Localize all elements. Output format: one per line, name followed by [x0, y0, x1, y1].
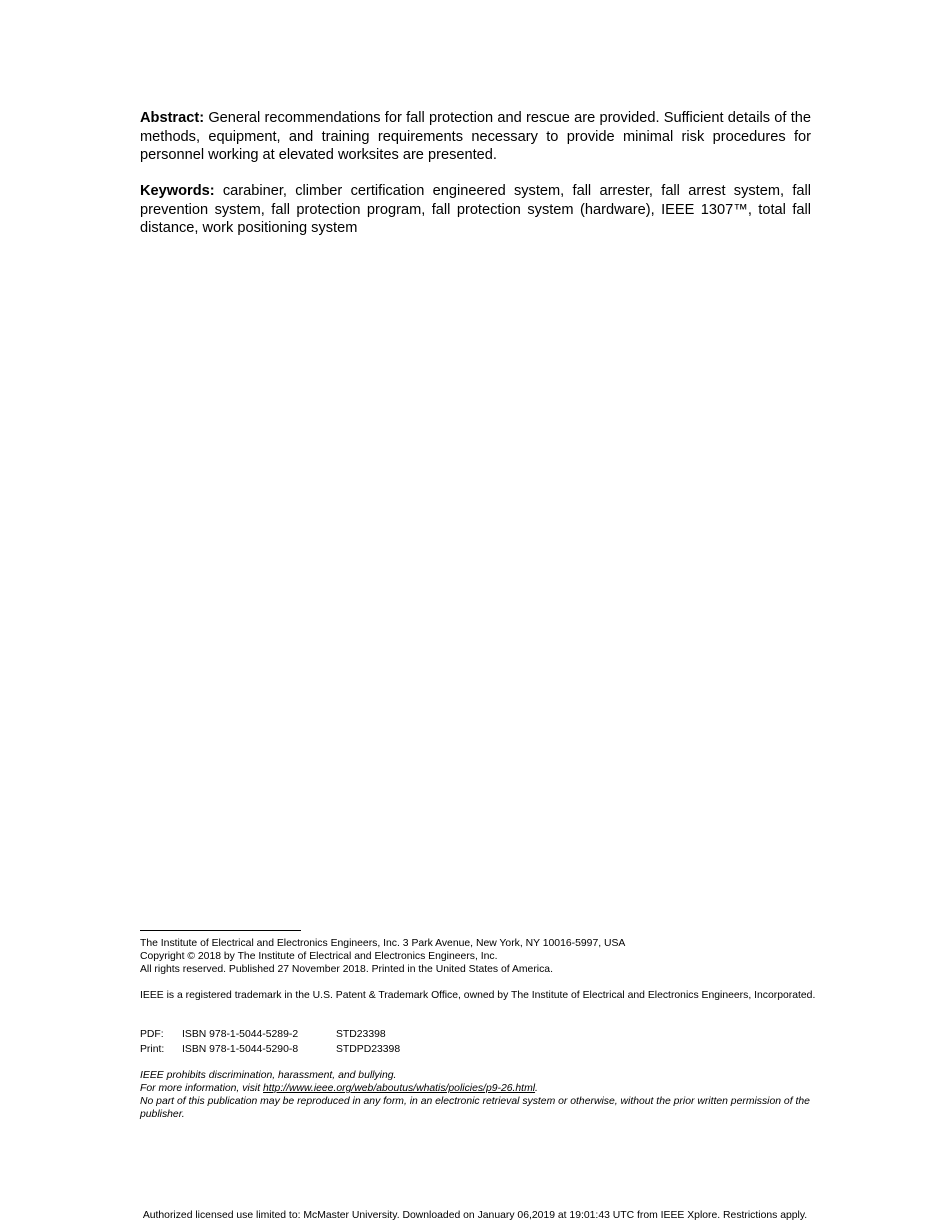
isbn-row-pdf	[140, 1027, 820, 1042]
isbn-code: STDPD23398	[336, 1044, 401, 1055]
isbn-table	[140, 1027, 820, 1057]
footnote-divider	[140, 930, 301, 931]
reproduction-notice: No part of this publication may be reproduced in any form, in an electronic retrieval system or otherwise, without the prior written permission of the publisher.	[140, 1096, 810, 1120]
isbn-format: PDF:	[140, 1029, 164, 1040]
keywords-text: carabiner, climber certification engineered system, fall arrester, fall arrest system, fall prevention system, fall protection program, fall protection system (hardware), IEEE 1307™, total fall distance, work positioning system	[140, 183, 811, 237]
abstract-paragraph	[140, 109, 811, 165]
publisher-info	[140, 937, 820, 976]
policy-info-suffix: .	[535, 1083, 538, 1094]
abstract-text: General recommendations for fall protection and rescue are provided. Sufficient details of the methods, equipment, and training requirements necessary to provide minimal risk procedures for personnel working at elevated worksites are presented.	[140, 110, 811, 164]
isbn-number: ISBN 978-1-5044-5289-2	[182, 1029, 299, 1040]
policy-info-line	[140, 1082, 820, 1095]
isbn-format: Print:	[140, 1044, 165, 1055]
isbn-number: ISBN 978-1-5044-5290-8	[182, 1044, 299, 1055]
discrimination-policy: IEEE prohibits discrimination, harassment, and bullying.	[140, 1070, 397, 1081]
publisher-address: The Institute of Electrical and Electronics Engineers, Inc. 3 Park Avenue, New York, NY 10016-5997, USA	[140, 938, 626, 949]
rights-line: All rights reserved. Published 27 November 2018. Printed in the United States of America.	[140, 964, 553, 975]
keywords-paragraph	[140, 182, 811, 238]
abstract-label: Abstract:	[140, 110, 205, 126]
trademark-notice: IEEE is a registered trademark in the U.S. Patent & Trademark Office, owned by The Institute of Electrical and Electronics Engineers, Incorporated.	[140, 990, 816, 1001]
copyright-line: Copyright © 2018 by The Institute of Electrical and Electronics Engineers, Inc.	[140, 951, 498, 962]
policy-link[interactable]: http://www.ieee.org/web/aboutus/whatis/policies/p9-26.html	[263, 1083, 536, 1094]
policy-info-prefix: For more information, visit	[140, 1083, 263, 1094]
keywords-label: Keywords:	[140, 183, 215, 199]
isbn-code: STD23398	[336, 1029, 386, 1040]
legal-notice	[140, 1069, 820, 1121]
license-footer: Authorized licensed use limited to: McMaster University. Downloaded on January 06,2019 at 19:01:43 UTC from IEEE Xplore. Restrictions apply.	[142, 1210, 808, 1221]
isbn-row-print	[140, 1042, 820, 1057]
